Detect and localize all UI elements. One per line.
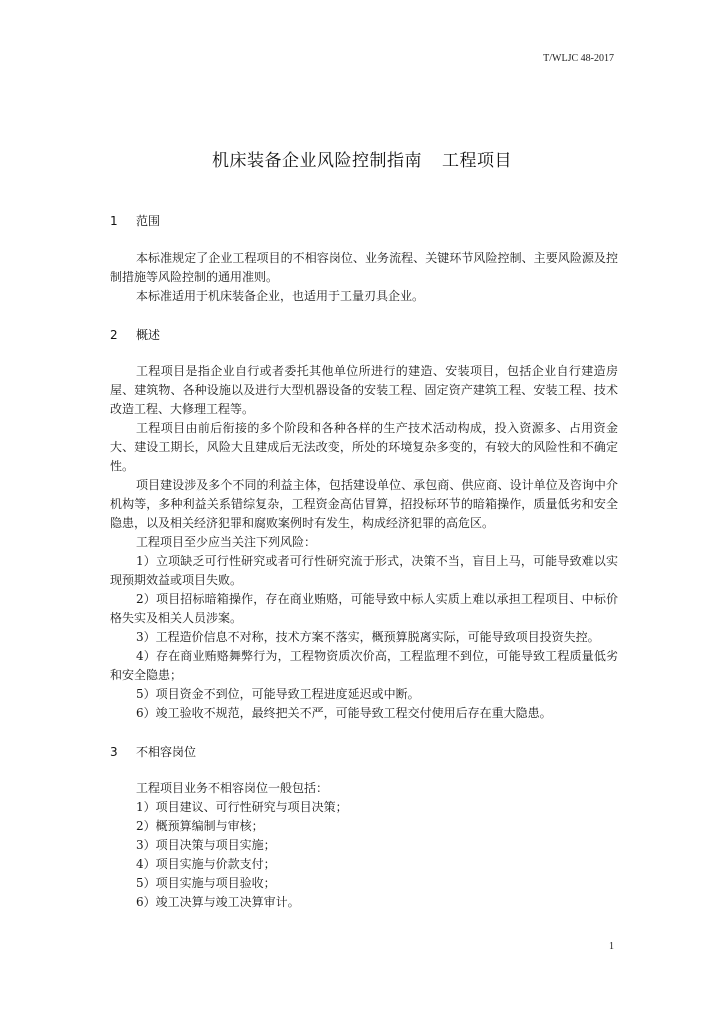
list-item: 4）项目实施与价款支付； [136,857,276,871]
title-main: 机床装备企业风险控制指南 [212,151,422,171]
section-title: 概述 [136,328,161,342]
section-heading-scope [110,212,160,229]
paragraph: 工程项目由前后衔接的多个阶段和各种各样的生产技术活动构成，投入资源多、占用资金大、建设工期长，风险大且建成后无法改变，所处的环境复杂多变的，有较大的风险性和不确定性。 [110,421,618,473]
section-number: 2 [110,328,118,342]
section-heading-overview [110,326,160,343]
risk-item: 4）存在商业贿赂舞弊行为，工程物资质次价高，工程监理不到位，可能导致工程质量低劣和安全隐患； [110,649,618,682]
risk-item: 3）工程造价信息不对称，技术方案不落实，概预算脱离实际，可能导致项目投资失控。 [136,630,600,644]
paragraph: 项目建设涉及多个不同的利益主体，包括建设单位、承包商、供应商、设计单位及咨询中介机构等，多种利益关系错综复杂，工程资金高估冒算，招投标环节的暗箱操作，质量低劣和安全隐患，以及相关经济犯罪和腐败案例时有发生，构成经济犯罪的高危区。 [110,478,618,530]
page-number: 1 [609,941,614,952]
paragraph: 工程项目是指企业自行或者委托其他单位所进行的建造、安装项目，包括企业自行建造房屋、建筑物、各种设施以及进行大型机器设备的安装工程、固定资产建筑工程、安装工程、技术改造工程、大修理工程等。 [110,364,618,416]
section-number: 1 [110,214,118,228]
paragraph: 工程项目至少应当关注下列风险： [136,535,317,549]
list-item: 3）项目决策与项目实施； [136,838,276,852]
title-sub: 工程项目 [442,151,512,171]
paragraph: 本标准适用于机床装备企业，也适用于工量刃具企业。 [136,289,425,303]
risk-item: 5）项目资金不到位，可能导致工程进度延迟或中断。 [136,687,420,701]
paragraph: 本标准规定了企业工程项目的不相容岗位、业务流程、关键环节风险控制、主要风险源及控制措施等风险控制的通用准则。 [110,251,618,284]
paragraph: 工程项目业务不相容岗位一般包括： [136,781,329,795]
list-item: 1）项目建议、可行性研究与项目决策； [136,800,348,814]
list-item: 2）概预算编制与审核； [136,819,264,833]
section-title: 范围 [136,214,161,228]
risk-item: 1）立项缺乏可行性研究或者可行性研究流于形式，决策不当，盲目上马，可能导致难以实现预期效益或项目失败。 [110,554,618,587]
risk-item: 2）项目招标暗箱操作，存在商业贿赂，可能导致中标人实质上难以承担工程项目、中标价格失实及相关人员涉案。 [110,592,618,625]
section-title: 不相容岗位 [136,745,197,759]
section-number: 3 [110,745,118,759]
section-heading-incompatible-posts [110,743,196,760]
list-item: 5）项目实施与项目验收； [136,876,276,890]
document-code: T/WLJC 48-2017 [543,53,614,64]
page-title [0,146,724,171]
list-item: 6）竣工决算与竣工决算审计。 [136,895,300,909]
risk-item: 6）竣工验收不规范，最终把关不严，可能导致工程交付使用后存在重大隐患。 [136,706,552,720]
